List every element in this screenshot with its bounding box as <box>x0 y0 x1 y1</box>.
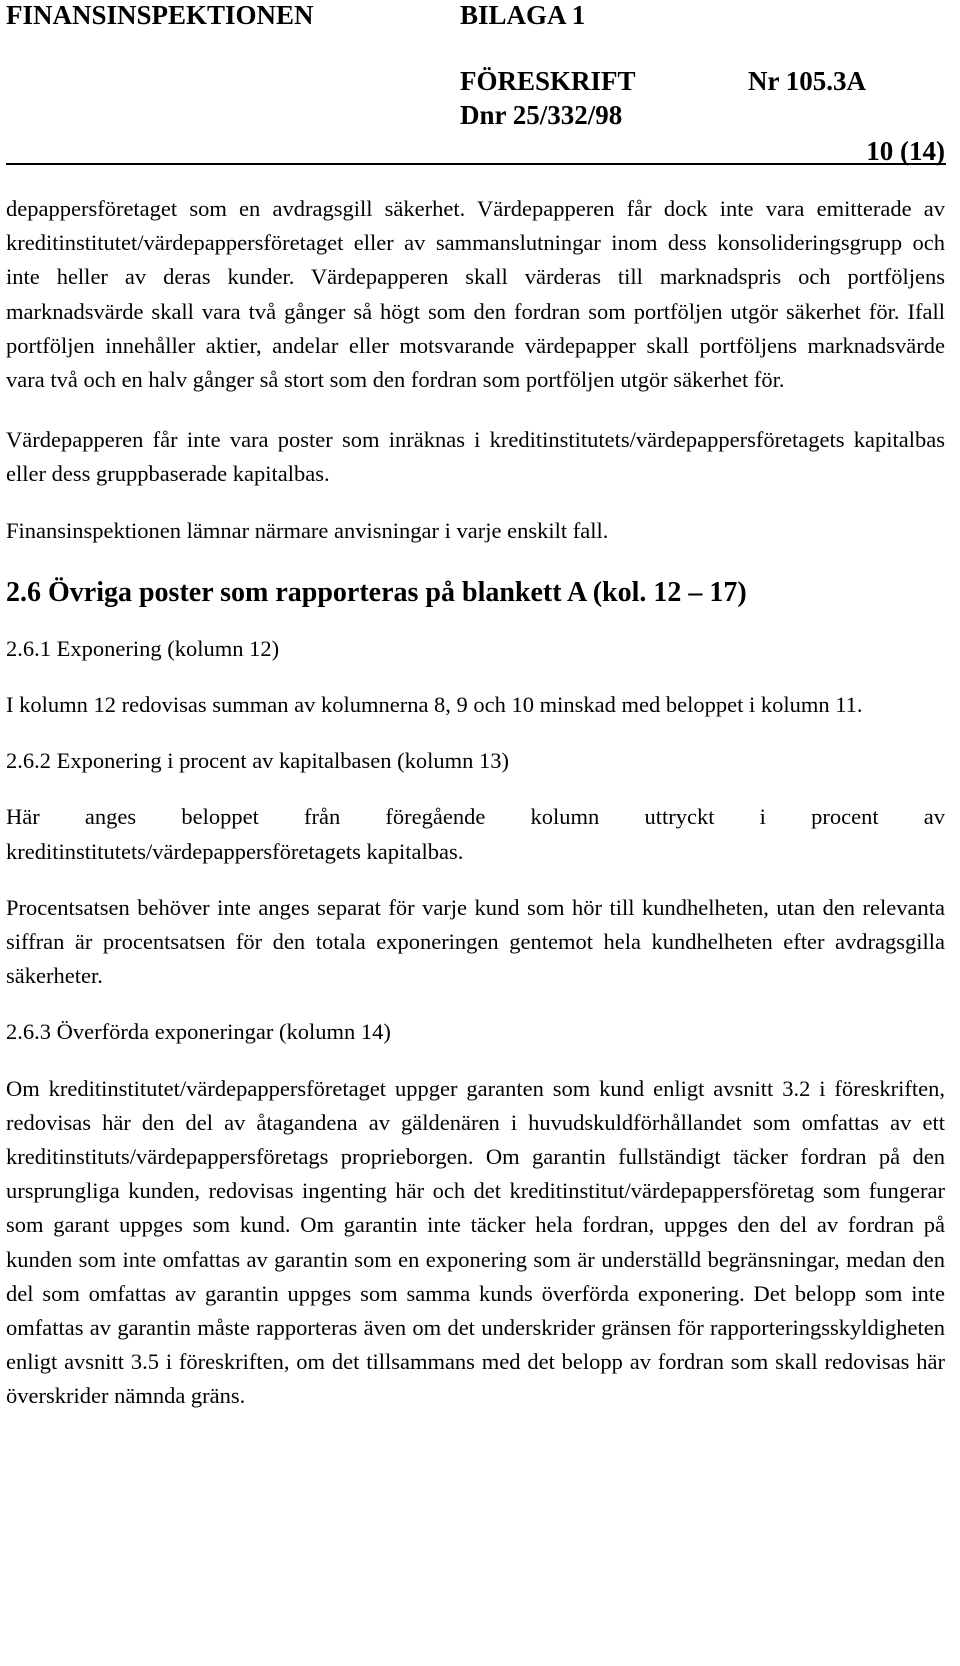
paragraph-instructions: Finansinspektionen lämnar närmare anvisningar i varje enskilt fall. <box>6 517 609 543</box>
header-organization: FINANSINSPEKTIONEN <box>6 0 314 30</box>
subsection-heading-2-6-1: 2.6.1 Exponering (kolumn 12) <box>6 635 280 661</box>
paragraph-securities-valuation: depappersföretaget som en avdragsgill säkerhet. Värdepapperen får dock inte vara emitterade av kreditinstitutet/värdepappersföretaget eller av sammanslutningar inom dess konsolideringsgrupp och inte heller av deras kunder. Värdepapperen skall värderas till marknadspris och portföljens marknadsvärde skall vara två gånger så högt som den fordran som portföljen utgör säkerhet för. Ifall portföljen innehåller aktier, andelar eller motsvarande värdepapper skall portföljens marknadsvärde vara två och en halv gånger så stort som den fordran som portföljen utgör säkerhet för. <box>6 196 945 393</box>
page-number: 10 (14) <box>866 136 945 166</box>
subsection-text-2-6-1: I kolumn 12 redovisas summan av kolumnerna 8, 9 och 10 minskad med beloppet i kolumn 11. <box>6 692 863 718</box>
document-body <box>6 192 945 1414</box>
header-appendix: BILAGA 1 <box>460 0 586 30</box>
subsection-heading-2-6-2: 2.6.2 Exponering i procent av kapitalbasen (kolumn 13) <box>6 748 509 774</box>
paragraph-capital-base-exclusion: Värdepapperen får inte vara poster som inräknas i kreditinstitutets/värdepappersföretagets kapitalbas eller dess gruppbaserade kapitalbas. <box>6 427 945 487</box>
header-divider <box>6 163 946 165</box>
header-registration-number: Dnr 25/332/98 <box>460 100 623 130</box>
subsection-text-2-6-3: Om kreditinstitutet/värdepappersföretaget uppger garanten som kund enligt avsnitt 3.2 i föreskriften, redovisas här den del av åtagandena av gäldenären i huvudskuldförhållandet som omfattas av ett kreditinstituts/värdepappersföretags proprieborgen. Om garantin fullständigt täcker fordran på den ursprungliga kunden, redovisas ingenting här och det kreditinstitut/värdepappersföretag som fungerar som garant uppges som kund. Om garantin inte täcker hela fordran, uppges den del av fordran på kunden som inte omfattas av garantin som en exponering som är underställd begränsningar, medan den del som omfattas av garantin uppges som samma kunds överförda exponering. Det belopp som inte omfattas av garantin måste rapporteras även om det underskrider gränsen för rapporteringsskyldigheten enligt avsnitt 3.5 i föreskriften, om det tillsammans med det belopp av fordran som skall redovisas här överskrider nämnda gräns. <box>6 1075 945 1409</box>
section-heading: 2.6 Övriga poster som rapporteras på blankett A (kol. 12 – 17) <box>6 576 747 608</box>
subsection-heading-2-6-3: 2.6.3 Överförda exponeringar (kolumn 14) <box>6 1019 391 1045</box>
subsection-text-2-6-2-b: Procentsatsen behöver inte anges separat för varje kund som hör till kundhelheten, utan den relevanta siffran är procentsatsen för den totala exponeringen gentemot hela kundhelheten efter avdragsgilla säkerheter. <box>6 894 945 989</box>
header-document-type: FÖRESKRIFT <box>460 66 636 96</box>
subsection-text-2-6-2-a: Här anges beloppet från föregående kolumn uttryckt i procent av kreditinstitutets/värdepappersföretagets kapitalbas. <box>6 804 945 864</box>
header-document-number: Nr 105.3A <box>748 66 866 96</box>
